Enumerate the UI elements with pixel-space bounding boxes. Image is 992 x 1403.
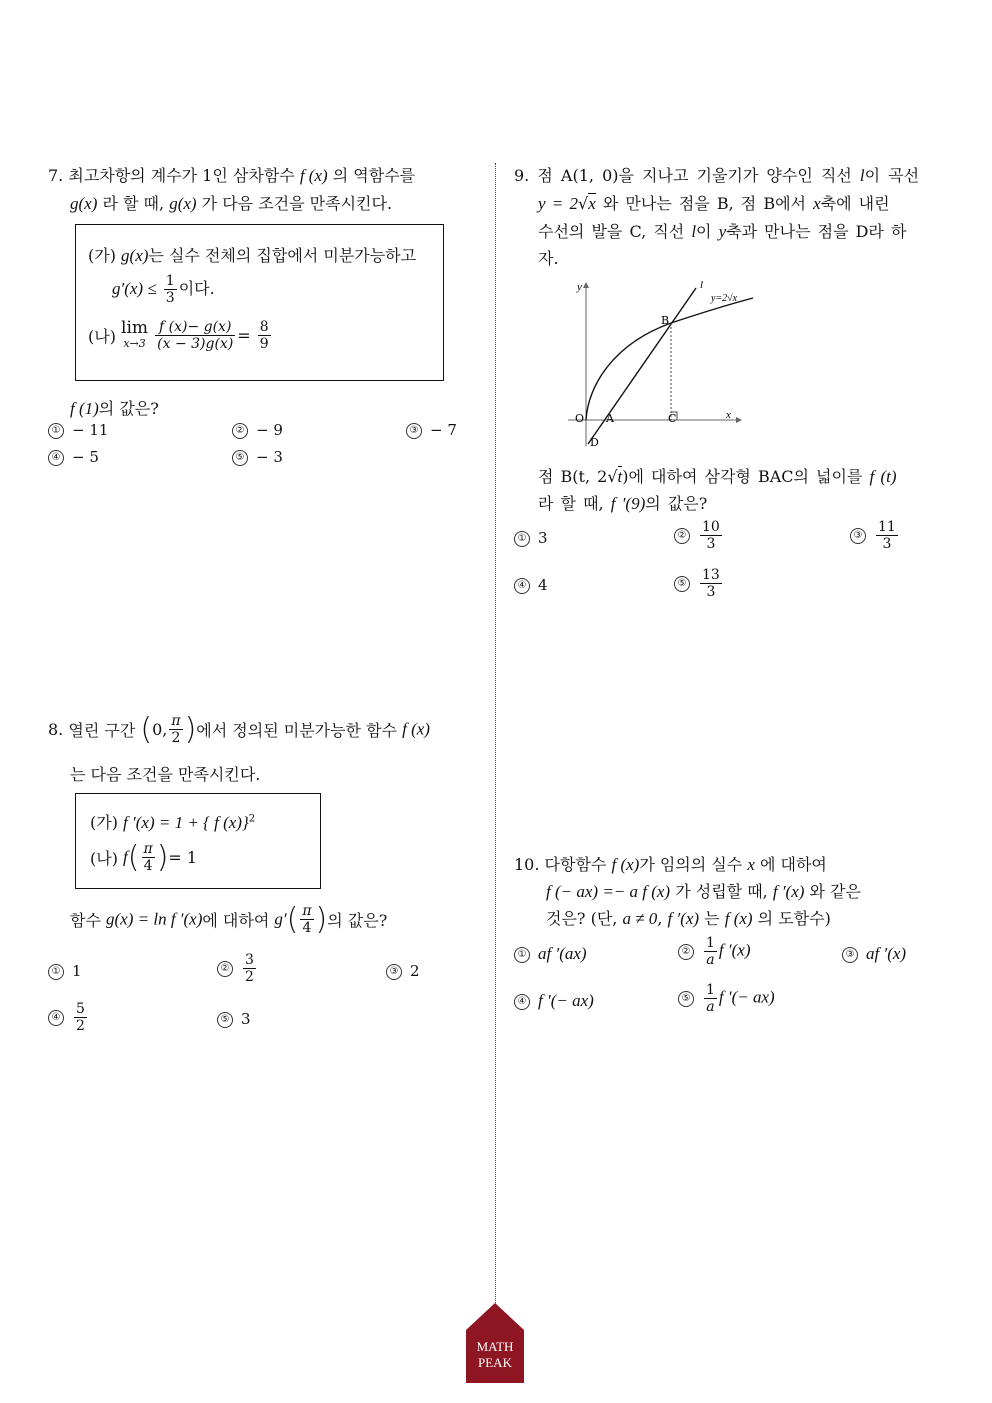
q8-line1: 8. 열린 구간 (0, $\frac{\pi}{2}$ )에서 정의된 미분가능한 함수 f (x): [48, 712, 430, 747]
sqrt-icon: √: [578, 194, 589, 213]
q8-question: 함수 g(x) = ln f ′(x)에 대하여 g′( $\frac{\pi}{4}$ )의 값은?: [70, 902, 388, 937]
q7-choice-4[interactable]: ④ − 5: [48, 448, 99, 466]
line-l: [588, 288, 696, 444]
fraction: $\frac{11}{3}$: [878, 519, 896, 552]
q10-line2: f (− ax) =− a f (x) 가 성립할 때, f ′(x) 와 같은: [546, 882, 861, 901]
left-paren: (: [286, 902, 299, 937]
q9-choice-3[interactable]: ③ $\frac{11}{3}$: [850, 519, 900, 552]
q9-after-line1: 점 B(t, 2√t)에 대하여 삼각형 BAC의 넓이를 f (t): [538, 467, 897, 486]
fraction: $\frac{13}{3}$: [702, 567, 720, 600]
q10-choice-3[interactable]: ③ af ′(x): [842, 944, 906, 964]
left-paren: (: [140, 712, 153, 747]
y-axis-label: y: [577, 281, 582, 293]
fraction: $\frac{\pi}{4}$: [143, 841, 153, 874]
fraction: $\frac{8}{9}$: [259, 319, 269, 352]
fraction: $\frac{3}{2}$: [245, 952, 254, 985]
fraction: $\frac{5}{2}$: [76, 1001, 85, 1034]
right-paren: ): [315, 902, 328, 937]
left-paren: (: [127, 840, 140, 875]
q8-number: 8.: [48, 720, 64, 739]
fraction: $\frac{10}{3}$: [702, 519, 720, 552]
curve-y-2sqrtx: [586, 298, 753, 420]
q10-number: 10.: [514, 855, 540, 874]
right-paren: ): [184, 712, 197, 747]
q7-condition-a: (가) g(x)는 실수 전체의 집합에서 미분가능하고: [88, 246, 417, 265]
fraction: $\frac{1}{a}$: [706, 982, 715, 1015]
q10-choice-5[interactable]: ⑤ $\frac{1}{a}$ f ′(− ax): [678, 982, 775, 1015]
q8-choice-3[interactable]: ③ 2: [386, 962, 420, 980]
point-D-label: D: [590, 436, 599, 449]
sqrt-icon: √: [607, 467, 618, 486]
q8-choice-5[interactable]: ⑤ 3: [217, 1010, 251, 1028]
fraction: $\frac{1}{a}$: [706, 935, 715, 968]
column-divider: [495, 163, 496, 1303]
q8-choice-1[interactable]: ① 1: [48, 962, 82, 980]
fraction: $\frac{\pi}{4}$: [302, 903, 312, 936]
q9-choice-1[interactable]: ① 3: [514, 529, 548, 547]
q9-line2: y = 2√x 와 만나는 점을 B, 점 B에서 x축에 내린: [538, 194, 890, 213]
point-B-label: B: [661, 314, 670, 327]
q8-choice-4[interactable]: ④ $\frac{5}{2}$: [48, 1001, 89, 1034]
q7-line2: g(x) 라 할 때, g(x) 가 다음 조건을 만족시킨다.: [70, 194, 393, 213]
q9-graph: [558, 276, 768, 452]
q7-choice-1[interactable]: ① − 11: [48, 421, 108, 439]
q7-condition-a2: g′(x) ≤ $\frac{1}{3}$ 이다.: [112, 273, 215, 306]
x-axis-arrow-icon: [736, 417, 742, 423]
q10-choice-4[interactable]: ④ f ′(− ax): [514, 991, 594, 1011]
q9-line3: 수선의 발을 C, 직선 l이 y축과 만나는 점을 D라 하: [538, 222, 907, 241]
q9-number: 9.: [514, 166, 530, 185]
right-paren: ): [156, 840, 169, 875]
q10-choice-1[interactable]: ① af ′(ax): [514, 944, 587, 964]
q7-condition-b: (나) lim x→3 $\frac{f (x)- g(x)}{(x - 3)g(x)}$ = $\frac{8}{9}$: [88, 317, 269, 352]
q9-choice-5[interactable]: ⑤ $\frac{13}{3}$: [674, 567, 724, 600]
q9-line4: 자.: [538, 249, 559, 268]
q7-question: f (1)의 값은?: [70, 399, 159, 418]
q7-choice-2[interactable]: ② − 9: [232, 421, 283, 439]
q8-line2: 는 다음 조건을 만족시킨다.: [70, 765, 261, 784]
limit: lim x→3: [121, 317, 149, 350]
q8-condition-b: (나) f( $\frac{\pi}{4}$ )= 1: [90, 840, 198, 875]
q7-choice-3[interactable]: ③ − 7: [406, 421, 457, 439]
q10-choice-2[interactable]: ② $\frac{1}{a}$ f ′(x): [678, 935, 750, 968]
q9-after-line2: 라 할 때, f ′(9)의 값은?: [538, 494, 708, 513]
q7-number: 7.: [48, 166, 64, 185]
math-peak-logo: [466, 1303, 524, 1383]
point-A-label: A: [606, 412, 614, 425]
q9-choice-2[interactable]: ② $\frac{10}{3}$: [674, 519, 724, 552]
q7-choice-5[interactable]: ⑤ − 3: [232, 448, 283, 466]
x-axis-label: x: [726, 409, 731, 421]
fraction: $\frac{\pi}{2}$: [171, 713, 181, 746]
q9-line1: 9. 점 A(1, 0)을 지나고 기울기가 양수인 직선 l이 곡선: [514, 166, 920, 185]
fraction: $\frac{f (x)- g(x)}{(x - 3)g(x)}$: [157, 319, 234, 352]
q9-choice-4[interactable]: ④ 4: [514, 576, 548, 594]
y-axis-arrow-icon: [583, 282, 589, 288]
curve-label: y=2√x: [711, 293, 738, 304]
q8-condition-box: [75, 793, 321, 889]
fraction: $\frac{1}{3}$: [165, 273, 175, 306]
q7-line1: 7. 최고차항의 계수가 1인 삼차함수 f (x) 의 역함수를: [48, 166, 416, 185]
logo-text: MATH PEAK: [476, 1339, 514, 1370]
point-C-label: C: [668, 412, 677, 425]
q7-condition-box: [75, 224, 444, 381]
q10-line3: 것은? (단, a ≠ 0, f ′(x) 는 f (x) 의 도함수): [546, 909, 831, 928]
origin-label: O: [575, 412, 585, 425]
q10-line1: 10. 다항함수 f (x)가 임의의 실수 x 에 대하여: [514, 855, 827, 874]
q8-condition-a: (가) f ′(x) = 1 + { f (x)}$^2$: [90, 813, 256, 832]
q8-choice-2[interactable]: ② $\frac{3}{2}$: [217, 952, 258, 985]
line-l-label: l: [700, 279, 704, 291]
